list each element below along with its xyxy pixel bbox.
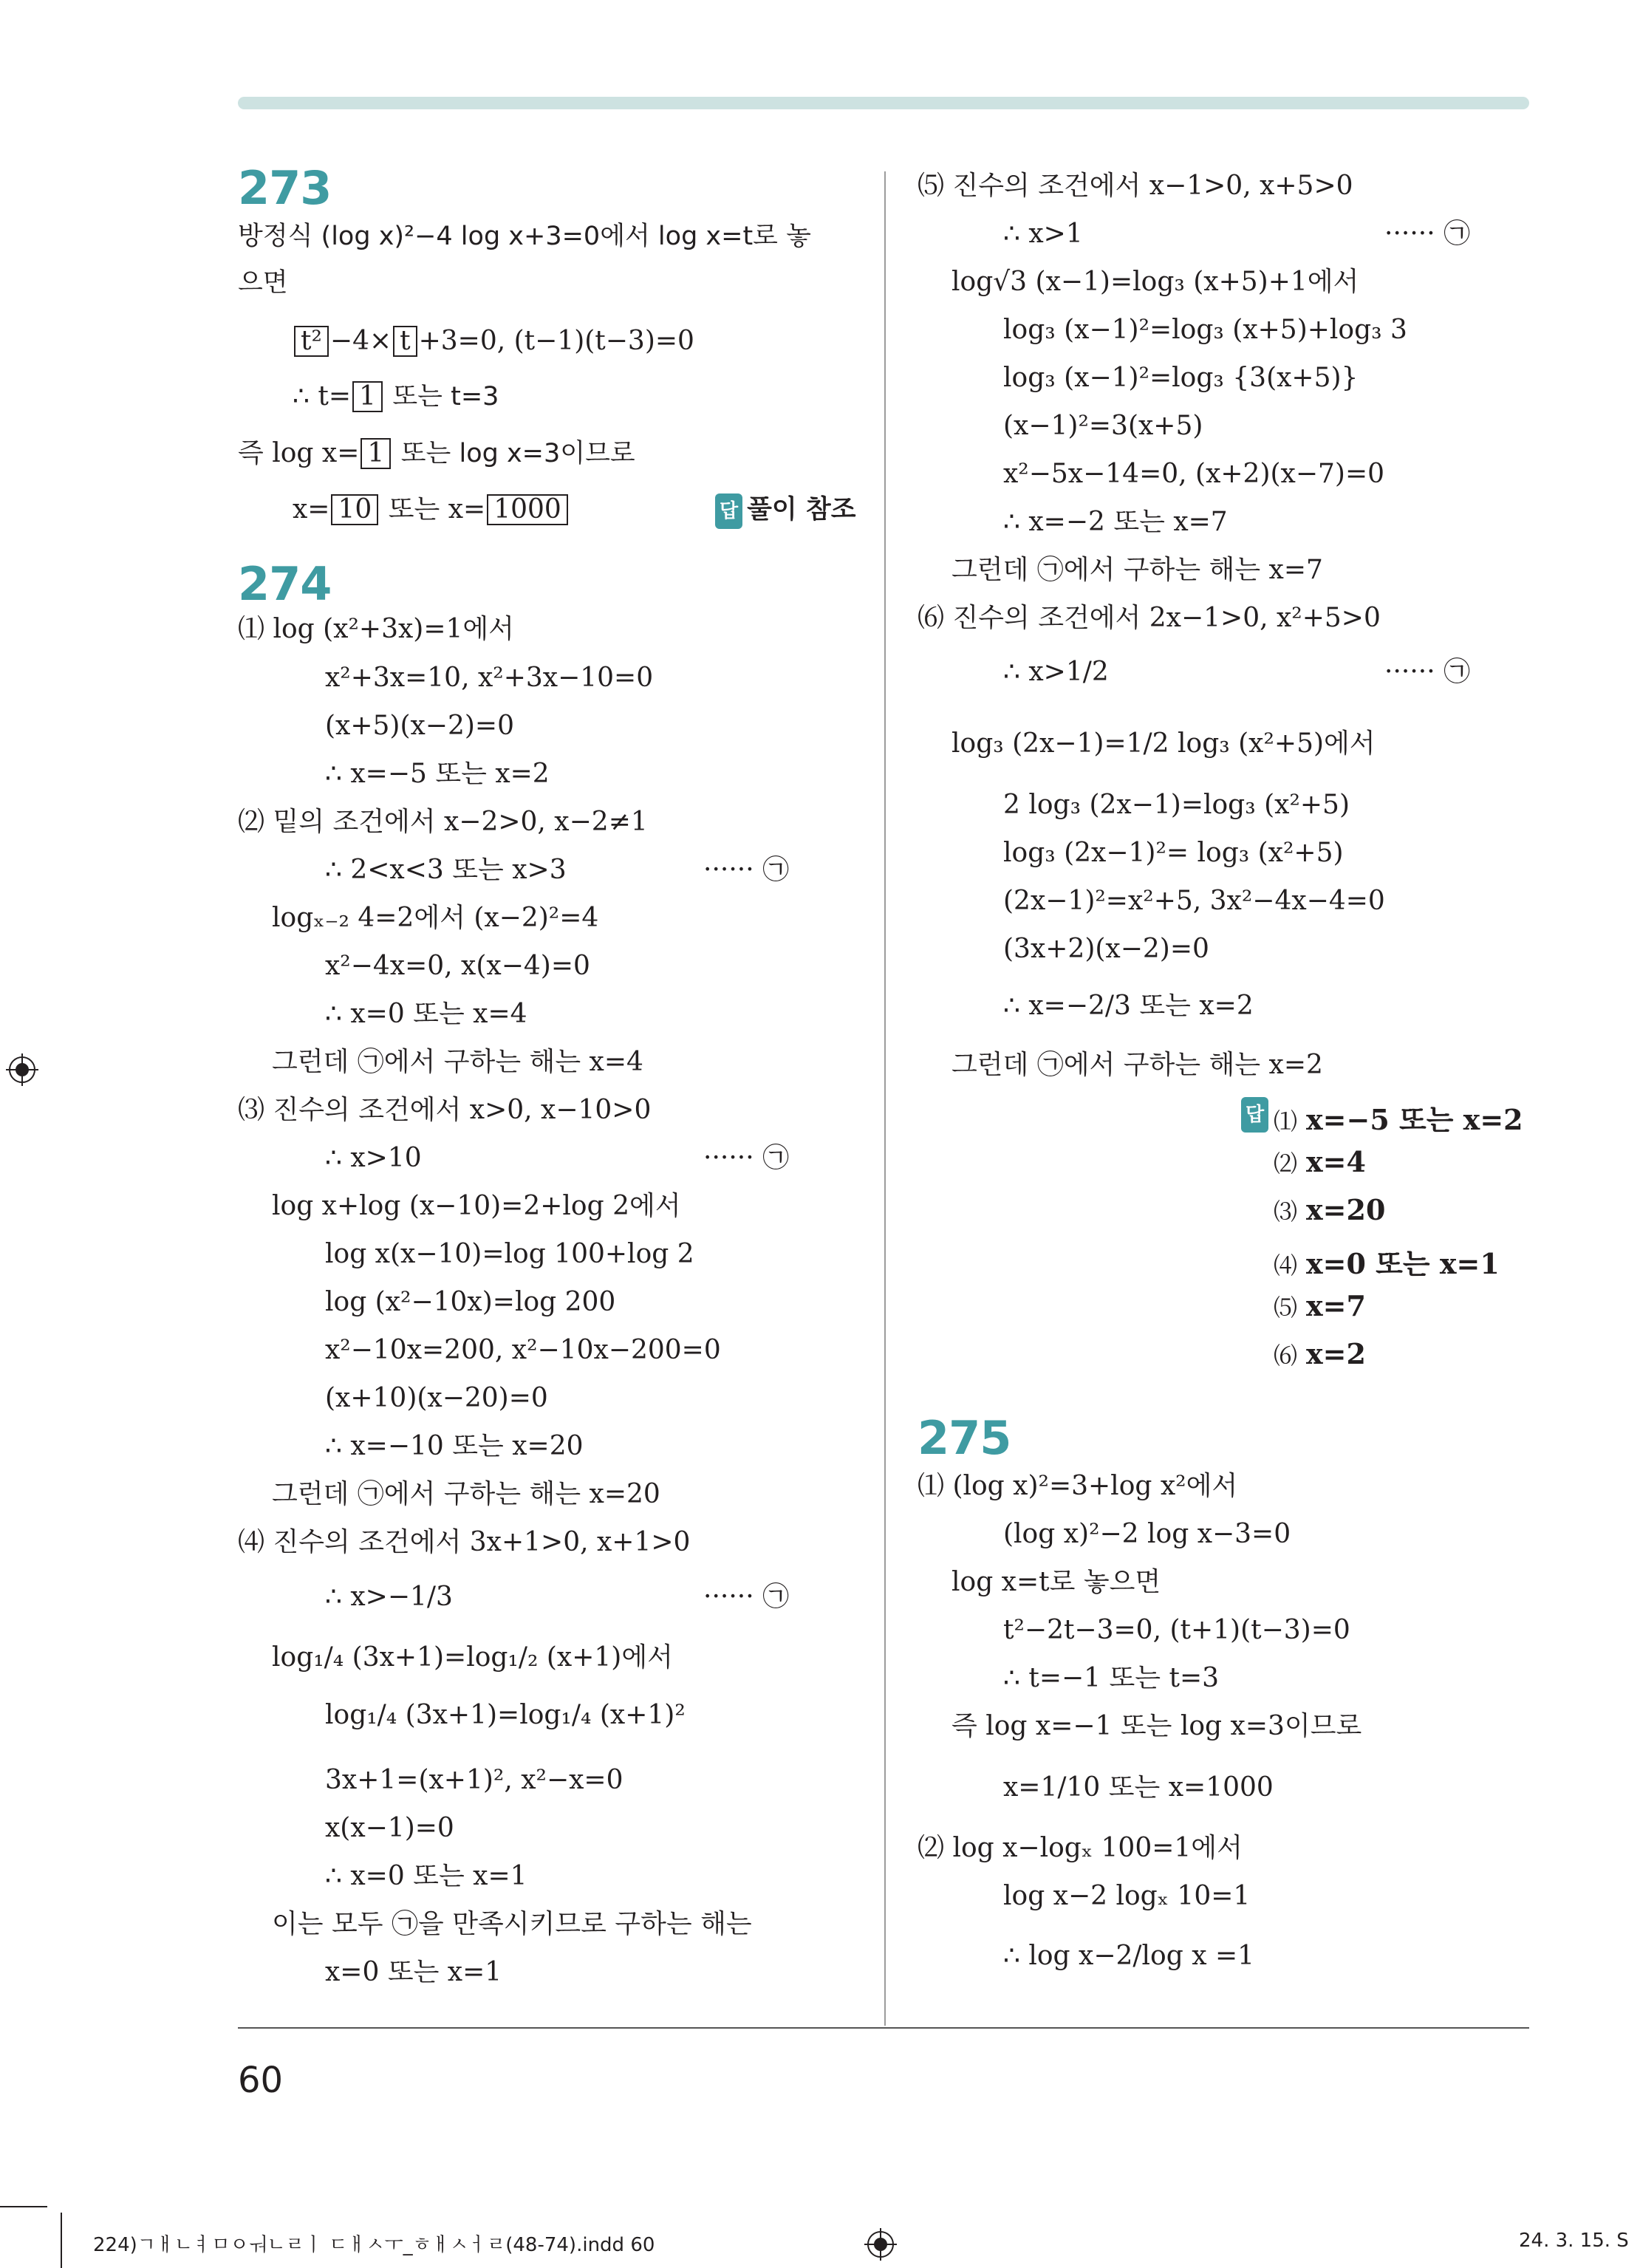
answer-badge-line (1241, 1097, 1273, 1133)
answer-item (1274, 1241, 1500, 1282)
equation-part: −4× (329, 326, 392, 356)
step-line: x²+3x=10, x²+3x−10=0 (325, 663, 654, 693)
equation-part: x= (293, 494, 330, 525)
step-line: (3x+2)(x−2)=0 (1003, 934, 1209, 964)
step-line: 이는 모두 ㉠을 만족시키므로 구하는 해는 (272, 1909, 752, 1939)
condition-marker: ······ ㉠ (1384, 657, 1471, 687)
condition-marker: ······ ㉠ (703, 1143, 790, 1173)
answer-value: x=−5 또는 x=2 (1306, 1103, 1523, 1136)
step-line: ⑶ 진수의 조건에서 x>0, x−10>0 (238, 1095, 652, 1125)
step-line: x(x−1)=0 (325, 1813, 454, 1843)
answer-badge: 답 (1241, 1097, 1268, 1133)
answer-box: 1000 (487, 494, 568, 525)
step-line: t²−2t−3=0, (t+1)(t−3)=0 (1003, 1615, 1350, 1645)
answer-index: ⑹ (1274, 1342, 1298, 1370)
step-line: ∴ x=−10 또는 x=20 (325, 1431, 584, 1461)
step-line: log₃ (x−1)²=log₃ (x+5)+log₃ 3 (1003, 315, 1407, 345)
step-line: ∴ 2<x<3 또는 x>3 (325, 855, 567, 885)
step-line: 그런데 ㉠에서 구하는 해는 x=4 (272, 1047, 643, 1077)
equation-line (293, 325, 694, 358)
answer-value: x=7 (1306, 1289, 1366, 1322)
step-line: ∴ x=−2/3 또는 x=2 (1003, 991, 1254, 1021)
page-number: 60 (238, 2060, 284, 2101)
step-line: ∴ x>10 (325, 1143, 422, 1173)
answer-index: ⑶ (1274, 1198, 1298, 1226)
step-line: ⑵ log x−logₓ 100=1에서 (918, 1833, 1243, 1863)
step-line: x=0 또는 x=1 (325, 1957, 502, 1987)
step-line: ⑴ log (x²+3x)=1에서 (238, 614, 514, 644)
step-line: ∴ t=−1 또는 t=3 (1003, 1663, 1220, 1693)
step-line: (log x)²−2 log x−3=0 (1003, 1519, 1291, 1549)
answer-value: x=20 (1306, 1193, 1386, 1226)
header-accent-bar (238, 97, 1529, 109)
registration-mark-icon (6, 1053, 38, 1086)
step-line: (x+10)(x−20)=0 (325, 1383, 548, 1413)
step-line: ∴ x>−1/3 (325, 1582, 453, 1612)
answer-item (1274, 1097, 1523, 1138)
answer-value: x=4 (1306, 1145, 1366, 1178)
step-line: 즉 log x=−1 또는 log x=3이므로 (951, 1711, 1362, 1741)
answer-item (1274, 1337, 1366, 1371)
answer-value: x=0 또는 x=1 (1306, 1247, 1500, 1280)
step-line: 그런데 ㉠에서 구하는 해는 x=2 (951, 1050, 1323, 1080)
step-line: ∴ x=−2 또는 x=7 (1003, 507, 1228, 537)
condition-marker: ······ ㉠ (1384, 219, 1471, 249)
crop-mark-vertical (61, 2213, 62, 2268)
step-line: log₃ (2x−1)=1/2 log₃ (x²+5)에서 (951, 728, 1376, 759)
step-line: logₓ₋₂ 4=2에서 (x−2)²=4 (272, 903, 599, 933)
equation-part: 또는 x= (388, 494, 486, 525)
step-line: x²−4x=0, x(x−4)=0 (325, 951, 590, 981)
step-line: log√3 (x−1)=log₃ (x+5)+1에서 (951, 267, 1359, 297)
answer-index: ⑴ (1274, 1107, 1298, 1135)
problem-number: 273 (238, 161, 332, 215)
registration-mark-icon (864, 2228, 897, 2261)
crop-mark-horizontal (0, 2206, 47, 2207)
step-line: 2 log₃ (2x−1)=log₃ (x²+5) (1003, 790, 1350, 820)
footer-file-label: 224)ㄱㅐㄴㅕㅁㅇㅝㄴㄹㅣ ㄷㅐㅅㅜ_ㅎㅐㅅㅓㄹ(48-74).indd 60 (93, 2234, 655, 2256)
answer-index: ⑵ (1274, 1150, 1298, 1178)
step-line: log₁/₄ (3x+1)=log₁/₄ (x+1)² (325, 1700, 686, 1730)
step-line: ⑸ 진수의 조건에서 x−1>0, x+5>0 (918, 171, 1353, 201)
step-line: (x−1)²=3(x+5) (1003, 411, 1203, 441)
step-line: x²−5x−14=0, (x+2)(x−7)=0 (1003, 459, 1385, 489)
step-line: ⑷ 진수의 조건에서 3x+1>0, x+1>0 (238, 1527, 691, 1557)
step-line: log x+log (x−10)=2+log 2에서 (272, 1191, 681, 1221)
step-line: ∴ log x−2/log x =1 (1003, 1941, 1255, 1971)
step-line: x²−10x=200, x²−10x−200=0 (325, 1335, 721, 1365)
answer-box: t² (294, 326, 329, 357)
step-line: log (x²−10x)=log 200 (325, 1287, 616, 1317)
footer-date-label: 24. 3. 15. S (1519, 2230, 1629, 2252)
step-line: log x−2 logₓ 10=1 (1003, 1881, 1251, 1911)
step-line: ⑵ 밑의 조건에서 x−2>0, x−2≠1 (238, 807, 648, 837)
equation-part: 또는 log x=3이므로 (400, 439, 635, 468)
answer-item (1274, 1289, 1366, 1323)
column-divider (884, 171, 886, 2026)
step-line: 그런데 ㉠에서 구하는 해는 x=7 (951, 555, 1323, 585)
equation-part: ∴ t= (293, 381, 351, 411)
answer-box: 10 (331, 494, 378, 525)
step-line: ⑴ (log x)²=3+log x²에서 (918, 1471, 1238, 1501)
answer-item (1274, 1145, 1366, 1179)
step-line: 3x+1=(x+1)², x²−x=0 (325, 1765, 623, 1795)
step-line: ⑹ 진수의 조건에서 2x−1>0, x²+5>0 (918, 603, 1381, 633)
condition-marker: ······ ㉠ (703, 855, 790, 885)
step-line: (x+5)(x−2)=0 (325, 711, 514, 741)
answer-text: 풀이 참조 (747, 495, 856, 525)
condition-marker: ······ ㉠ (703, 1582, 790, 1612)
step-line: ∴ x=0 또는 x=1 (325, 1861, 527, 1891)
step-line: ∴ x>1 (1003, 219, 1083, 249)
step-line: log₃ (x−1)²=log₃ {3(x+5)} (1003, 363, 1359, 393)
step-line: log₁/₄ (3x+1)=log₁/₂ (x+1)에서 (272, 1642, 673, 1673)
equation-part: 또는 t=3 (392, 382, 499, 411)
step-line: (2x−1)²=x²+5, 3x²−4x−4=0 (1003, 886, 1385, 916)
answer-box: 1 (352, 381, 383, 412)
answer-index: ⑸ (1274, 1294, 1298, 1322)
answer-box: t (393, 326, 417, 357)
step-line: 그런데 ㉠에서 구하는 해는 x=20 (272, 1479, 660, 1509)
answer-box: 1 (361, 438, 391, 469)
equation-line (238, 437, 635, 470)
equation-part: 즉 log x= (238, 438, 360, 468)
text-line: 방정식 (log x)²−4 log x+3=0에서 log x=t로 놓 (238, 222, 811, 251)
step-line: log x(x−10)=log 100+log 2 (325, 1239, 694, 1269)
equation-line (293, 493, 570, 526)
step-line: ∴ x>1/2 (1003, 657, 1109, 687)
step-line: log x=t로 놓으면 (951, 1567, 1161, 1597)
equation-part: +3=0, (t−1)(t−3)=0 (418, 326, 694, 356)
text-line: 으면 (238, 268, 288, 298)
answer-item (1274, 1193, 1385, 1227)
step-line: log₃ (2x−1)²= log₃ (x²+5) (1003, 838, 1344, 868)
answer-value: x=2 (1306, 1337, 1366, 1370)
answer-line (715, 493, 856, 529)
answer-badge: 답 (715, 493, 742, 529)
problem-number: 274 (238, 557, 332, 611)
bottom-rule (238, 2027, 1529, 2029)
step-line: ∴ x=0 또는 x=4 (325, 999, 527, 1029)
equation-line (293, 380, 499, 413)
answer-index: ⑷ (1274, 1251, 1298, 1280)
step-line: x=1/10 또는 x=1000 (1003, 1772, 1274, 1803)
problem-number: 275 (918, 1411, 1011, 1465)
step-line: ∴ x=−5 또는 x=2 (325, 759, 550, 789)
